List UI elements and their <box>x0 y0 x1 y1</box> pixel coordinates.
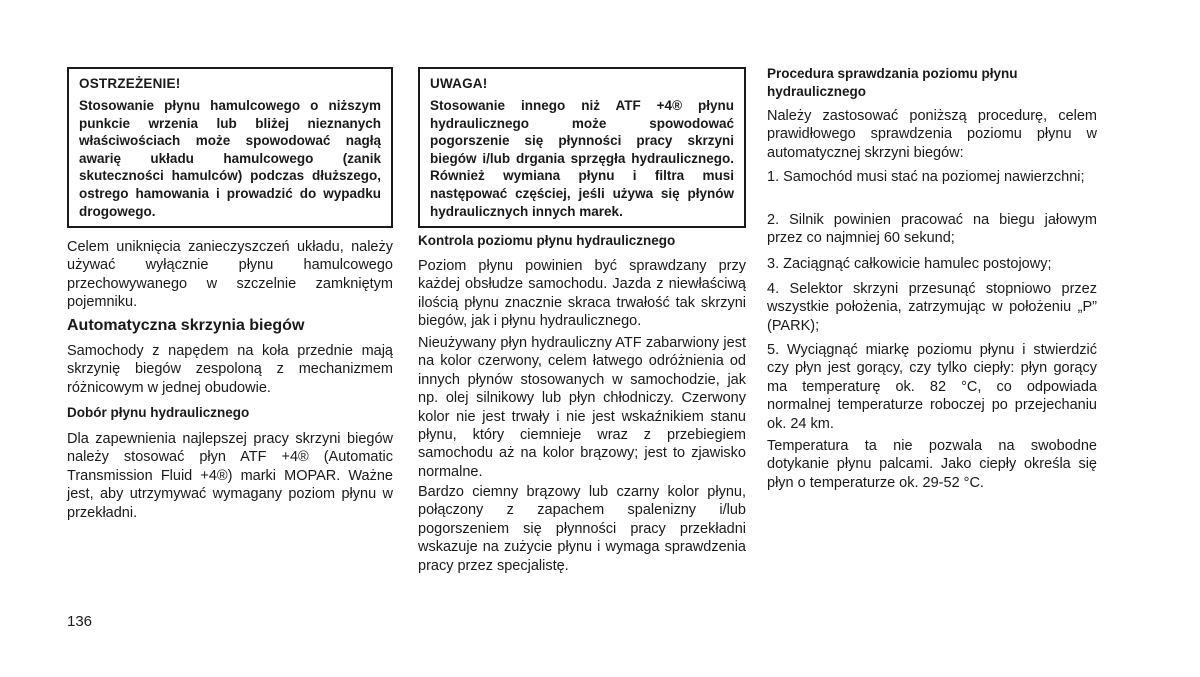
col3-outro: Temperatura ta nie pozwala na swobodne dotykanie płynu palcami. Jako ciepły określa się płyn o temperaturze ok. 29-52 °C. <box>767 438 1097 491</box>
caution-text: Stosowanie innego niż ATF +4® płynu hydraulicznego może spowodować pogorszenie się płynności pracy skrzyni biegów i/lub drgania sprzęgła hydraulicznego. Również wymiana płynu i filtra musi następować częściej, jeśli używa się płynów hydraulicznych innych marek. <box>430 98 734 219</box>
procedure-step: 3. Zaciągnąć całkowicie hamulec postojowy; <box>767 256 1052 272</box>
section-heading: Automatyczna skrzynia biegów <box>67 317 305 334</box>
col2-subheading: Kontrola poziomu płynu hydraulicznego <box>418 233 676 248</box>
caution-box <box>418 67 746 228</box>
procedure-step: 2. Silnik powinien pracować na biegu jałowym przez co najmniej 60 sekund; <box>767 212 1097 247</box>
warning-text: Stosowanie płynu hamulcowego o niższym punkcie wrzenia lub bliżej nieznanych właściwościach może spowodować nagłą awarię układu hamulcowego (zanik skuteczności hamulców) podczas dłuższego, ostrego hamowania i prowadzić do wypadku drogowego. <box>79 98 381 219</box>
page-number: 136 <box>67 613 93 630</box>
procedure-step: 1. Samochód musi stać na poziomej nawierzchni; <box>767 169 1085 185</box>
col1-subheading: Dobór płynu hydraulicznego <box>67 405 250 420</box>
caution-title: UWAGA! <box>430 76 488 91</box>
col3-intro: Należy zastosować poniższą procedurę, celem prawidłowego sprawdzenia poziomu płynu w automatycznej skrzyni biegów: <box>767 108 1097 161</box>
procedure-step: 4. Selektor skrzyni przesunąć stopniowo przez wszystkie położenia, zatrzymując w położeniu „P” (PARK); <box>767 281 1097 334</box>
col2-paragraph-1: Poziom płynu powinien być sprawdzany przy każdej obsłudze samochodu. Jazda z niewłaściwą ilością płynu znacznie skraca trwałość tak skrzyni biegów, jak i płynu hydraulicznego. <box>418 258 746 330</box>
col3-subheading: Procedura sprawdzania poziomu płynu hydraulicznego <box>767 66 1018 99</box>
warning-box <box>67 67 393 228</box>
col2-paragraph-3: Bardzo ciemny brązowy lub czarny kolor płynu, połączony z zapachem spalenizny i/lub pogorszeniem się płynności pracy przekładni wskazuje na zużycie płynu i wymaga sprawdzenia pracy przez specjalistę. <box>418 484 746 574</box>
procedure-step: 5. Wyciągnąć miarkę poziomu płynu i stwierdzić czy płyn jest gorący, czy tylko ciepły: płyn gorący ma temperaturę ok. 82 °C, co odpowiada normalnej temperaturze roboczej po przejechaniu ok. 24 km. <box>767 342 1097 432</box>
col2-paragraph-2: Nieużywany płyn hydrauliczny ATF zabarwiony jest na kolor czerwony, celem łatwego odróżnienia od innych płynów stosowanych w samochodzie, jak np. olej silnikowy lub płyn chłodniczy. Czerwony kolor nie jest trwały i nie jest wskaźnikiem stanu płynu, który ciemnieje wraz z przebiegiem samochodu aż na kolor brązowy; jest to zjawisko normalne. <box>418 335 746 480</box>
warning-title: OSTRZEŻENIE! <box>79 76 181 91</box>
col1-paragraph-2: Samochody z napędem na koła przednie mają skrzynię biegów zespoloną z mechanizmem różnicowym w jednej obudowie. <box>67 343 393 396</box>
col1-paragraph-3: Dla zapewnienia najlepszej pracy skrzyni biegów należy stosować płyn ATF +4® (Automatic Transmission Fluid +4®) marki MOPAR. Ważne jest, aby utrzymywać wymagany poziom płynu w przekładni. <box>67 431 393 521</box>
col1-paragraph-1: Celem uniknięcia zanieczyszczeń układu, należy używać wyłącznie płynu hamulcowego przechowywanego w szczelnie zamkniętym pojemniku. <box>67 239 393 311</box>
